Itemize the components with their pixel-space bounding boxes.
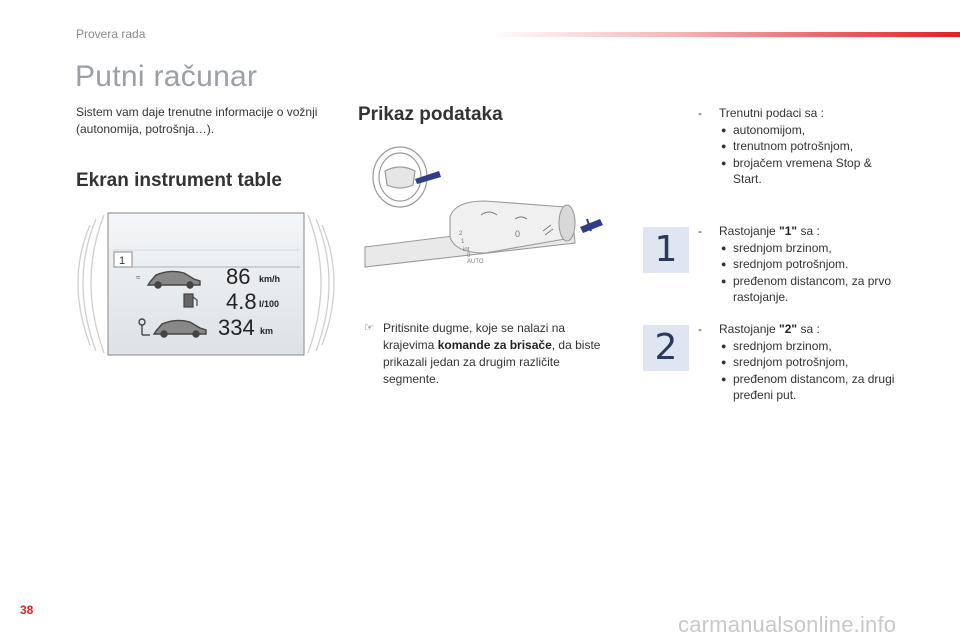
heading-data-display: Prikaz podataka [358,104,503,125]
button-arrow-icon [580,219,603,233]
section-label: Provera rada [76,27,146,41]
heading-instrument-panel: Ekran instrument table [76,170,282,191]
info-block-instant: - Trenutni podaci sa : ● autonomijom, ● trenutnom potrošnjom, ● brojačem vremena Stop & Start. [698,105,898,188]
info-block-trip-2: - Rastojanje "2" sa : ● srednjom brzinom, ● srednjom potrošnjom, ● pređenom distancom, za drugi pređeni put. [698,321,898,404]
stalk-mark-6: 0 [515,229,521,239]
watermark: carmanualsonline.info [678,612,897,637]
dial-outline-left [78,215,104,353]
page-title: Putni računar [75,60,258,93]
list-item: ● autonomijom, [721,122,898,139]
svg-text:≈: ≈ [136,273,141,282]
trip-2-badge: 2 [643,325,689,371]
display-row-1-value: 86 [226,264,251,289]
page-number: 38 [20,603,34,617]
display-indicator: 1 [119,255,126,267]
display-row-2-unit: l/100 [259,299,280,309]
wiper-stalk-illustration [355,135,615,287]
arrow-icon [415,171,441,184]
instruction-text: ☞ Pritisnite dugme, koje se nalazi na krajevima komande za brisače, da biste prikazali jedan za drugim različite segmente. [364,321,601,386]
dial-outline-right [308,215,334,353]
stalk-mark-3: int [463,247,470,253]
stalk-mark-1: 2 [459,231,463,237]
steering-wheel-icon [373,147,427,207]
stalk-mark-2: 1 [461,239,465,245]
intro-text: Sistem vam daje trenutne informacije o vožnji (autonomija, potrošnja…). [76,105,318,136]
list-item: ● srednjom potrošnjom, [721,354,898,371]
info-block-trip-1: - Rastojanje "1" sa : ● srednjom brzinom, ● srednjom potrošnjom. ● pređenom distancom, za prvo rastojanje. [698,223,898,306]
stalk-mark-5: AUTO [467,259,484,265]
instrument-panel-display [76,205,336,357]
display-row-2-value: 4.8 [226,289,257,314]
list-item: ● srednjom potrošnjom. [721,256,898,273]
display-row-3-unit: km [260,326,274,336]
trip-1-badge: 1 [643,227,689,273]
list-item: ● srednjom brzinom, [721,338,898,355]
list-item: ● brojačem vremena Stop & Start. [721,155,898,188]
finger-pointer-icon: ☞ [364,322,374,334]
list-item: ● trenutnom potrošnjom, [721,138,898,155]
list-item: ● pređenom distancom, za prvo rastojanje. [721,273,898,306]
header-accent-bar [490,32,960,37]
list-item: ● srednjom brzinom, [721,240,898,257]
list-item: ● pređenom distancom, za drugi pređeni put. [721,371,898,404]
display-row-1-unit: km/h [259,274,281,284]
display-row-3-value: 334 [218,315,255,340]
stalk-mark-4: 0 [467,253,471,259]
